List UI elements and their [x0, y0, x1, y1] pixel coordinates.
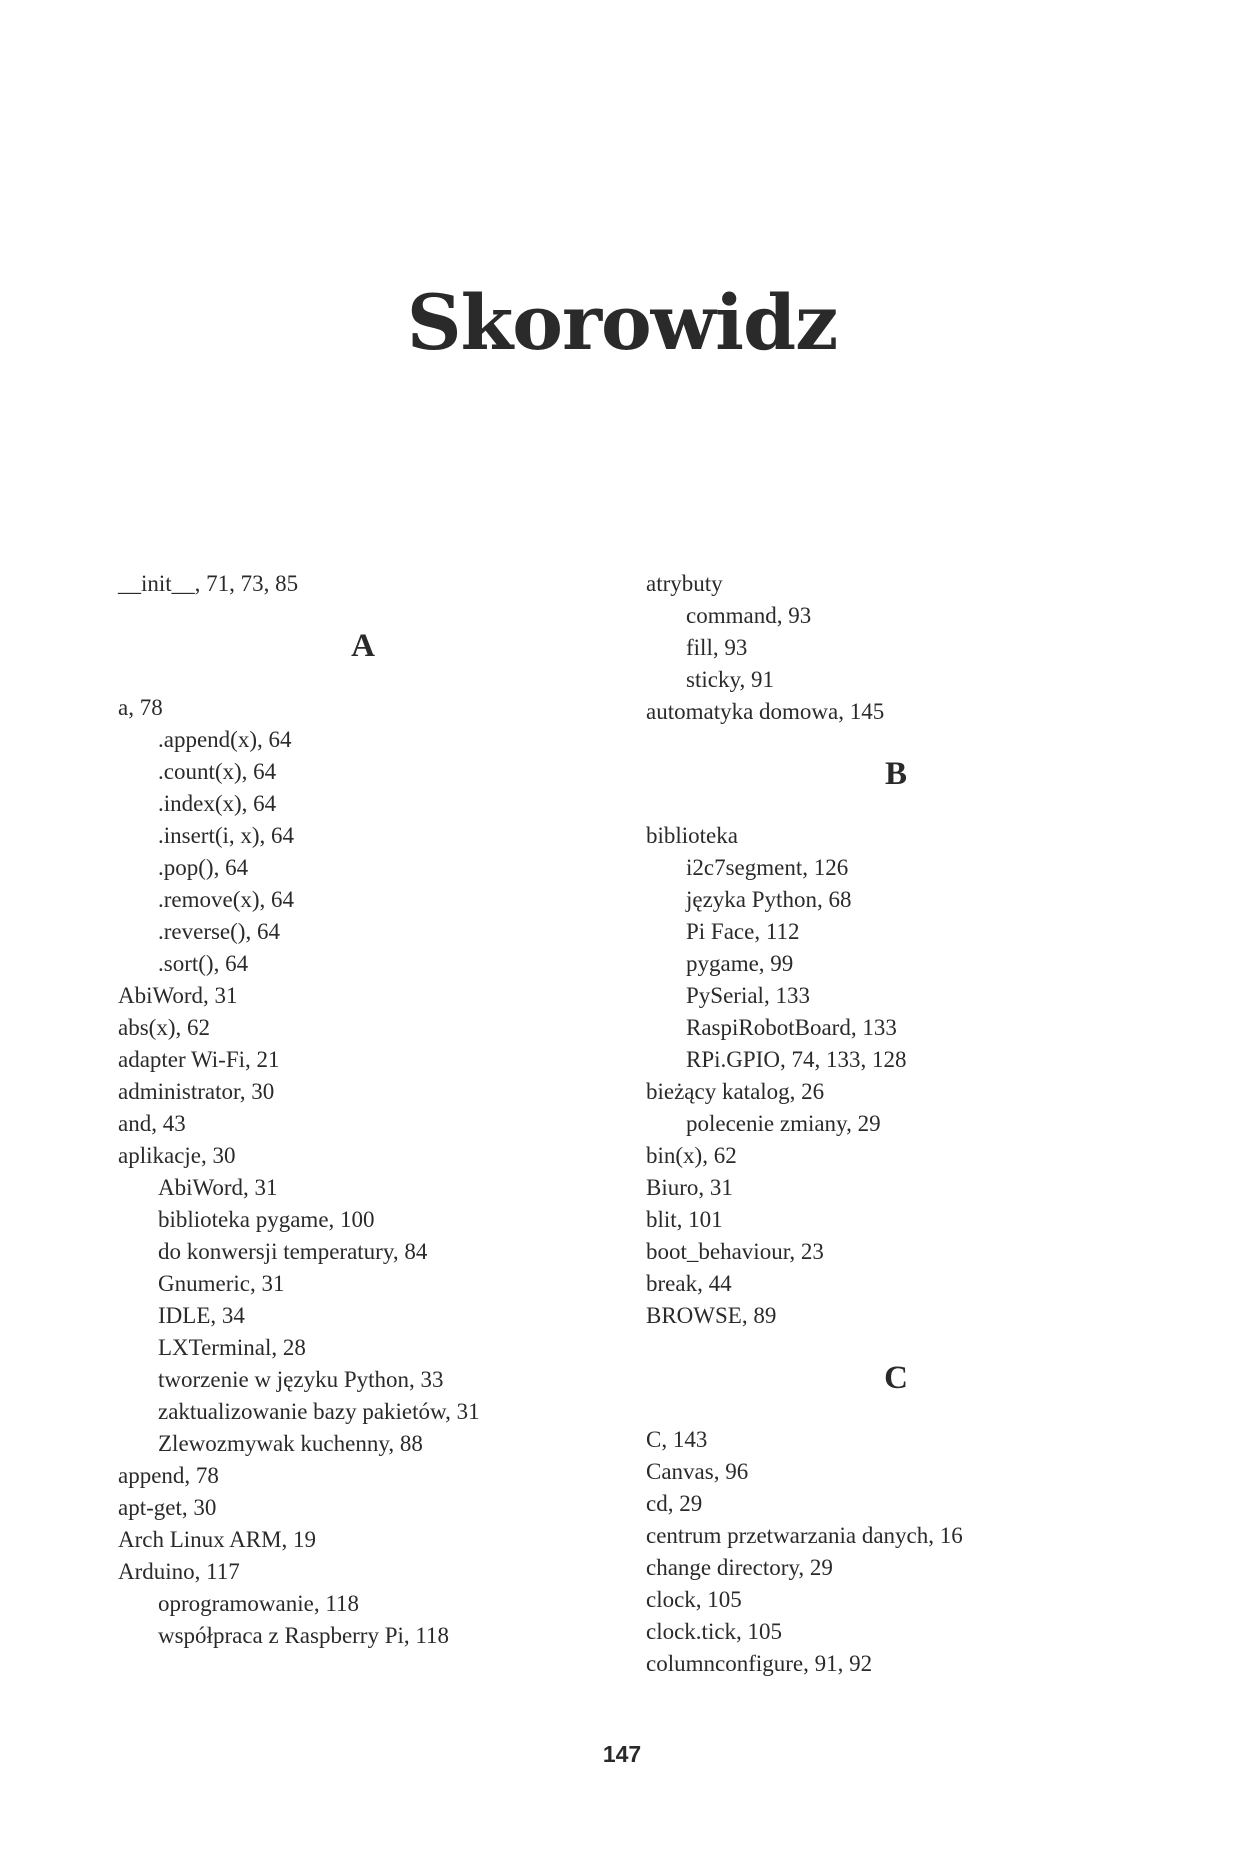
index-subentry: Pi Face, 112 — [686, 919, 800, 944]
index-column-right — [646, 568, 1146, 1680]
index-entry: atrybuty — [646, 571, 723, 596]
index-entry: clock, 105 — [646, 1587, 742, 1612]
index-subentry: fill, 93 — [686, 635, 748, 660]
index-subentry: .reverse(), 64 — [158, 919, 280, 944]
section-letter: C — [884, 1360, 908, 1396]
index-entry: aplikacje, 30 — [118, 1143, 236, 1168]
index-entry: abs(x), 62 — [118, 1015, 210, 1040]
index-subentry: Zlewozmywak kuchenny, 88 — [158, 1431, 423, 1456]
index-subentry: RPi.GPIO, 74, 133, 128 — [686, 1047, 907, 1072]
index-entry: append, 78 — [118, 1463, 219, 1488]
index-subentry: .pop(), 64 — [158, 855, 249, 880]
index-entry: change directory, 29 — [646, 1555, 833, 1580]
index-subentry: AbiWord, 31 — [158, 1175, 278, 1200]
index-entry: break, 44 — [646, 1271, 732, 1296]
index-entry: bin(x), 62 — [646, 1143, 737, 1168]
index-entry: and, 43 — [118, 1111, 186, 1136]
index-entry: columnconfigure, 91, 92 — [646, 1651, 873, 1676]
index-entry: adapter Wi-Fi, 21 — [118, 1047, 280, 1072]
index-entry: clock.tick, 105 — [646, 1619, 783, 1644]
index-subentry: pygame, 99 — [686, 951, 794, 976]
index-subentry: do konwersji temperatury, 84 — [158, 1239, 428, 1264]
section-letter: B — [884, 756, 907, 792]
index-entry: bieżący katalog, 26 — [646, 1079, 825, 1104]
index-entry: BROWSE, 89 — [646, 1303, 777, 1328]
index-entry: Biuro, 31 — [646, 1175, 733, 1200]
index-entry: cd, 29 — [646, 1491, 703, 1516]
index-entry: AbiWord, 31 — [118, 983, 238, 1008]
index-column-left — [118, 568, 608, 1652]
index-entry: blit, 101 — [646, 1207, 723, 1232]
index-subentry: .remove(x), 64 — [158, 887, 295, 912]
index-subentry: .insert(i, x), 64 — [158, 823, 295, 848]
index-entry: automatyka domowa, 145 — [646, 699, 885, 724]
index-entry: C, 143 — [646, 1427, 708, 1452]
index-subentry: command, 93 — [686, 603, 812, 628]
section-letter: A — [351, 628, 375, 664]
index-subentry: .sort(), 64 — [158, 951, 249, 976]
index-subentry: współpraca z Raspberry Pi, 118 — [158, 1623, 450, 1648]
index-subentry: języka Python, 68 — [686, 887, 852, 912]
index-entry: Arduino, 117 — [118, 1559, 240, 1584]
index-subentry: polecenie zmiany, 29 — [686, 1111, 881, 1136]
index-subentry: RaspiRobotBoard, 133 — [686, 1015, 897, 1040]
index-subentry: oprogramowanie, 118 — [158, 1591, 359, 1616]
page-number: 147 — [602, 1741, 642, 1767]
index-subentry: biblioteka pygame, 100 — [158, 1207, 375, 1232]
index-subentry: zaktualizowanie bazy pakietów, 31 — [158, 1399, 480, 1424]
index-entry: Canvas, 96 — [646, 1459, 749, 1484]
index-entry: apt-get, 30 — [118, 1495, 217, 1520]
index-entry: a, 78 — [118, 695, 163, 720]
index-entry: __init__, 71, 73, 85 — [118, 571, 299, 596]
index-subentry: Gnumeric, 31 — [158, 1271, 285, 1296]
index-subentry: LXTerminal, 28 — [158, 1335, 306, 1360]
index-subentry: sticky, 91 — [686, 667, 774, 692]
index-subentry: i2c7segment, 126 — [686, 855, 849, 880]
index-entry: centrum przetwarzania danych, 16 — [646, 1523, 963, 1548]
page-title: Skorowidz — [406, 278, 838, 367]
index-subentry: .append(x), 64 — [158, 727, 292, 752]
index-subentry: .count(x), 64 — [158, 759, 277, 784]
index-subentry: PySerial, 133 — [686, 983, 810, 1008]
index-subentry: tworzenie w języku Python, 33 — [158, 1367, 444, 1392]
index-entry: Arch Linux ARM, 19 — [118, 1527, 317, 1552]
index-subentry: .index(x), 64 — [158, 791, 277, 816]
index-entry: biblioteka — [646, 823, 738, 848]
index-subentry: IDLE, 34 — [158, 1303, 245, 1328]
index-entry: administrator, 30 — [118, 1079, 275, 1104]
index-entry: boot_behaviour, 23 — [646, 1239, 824, 1264]
